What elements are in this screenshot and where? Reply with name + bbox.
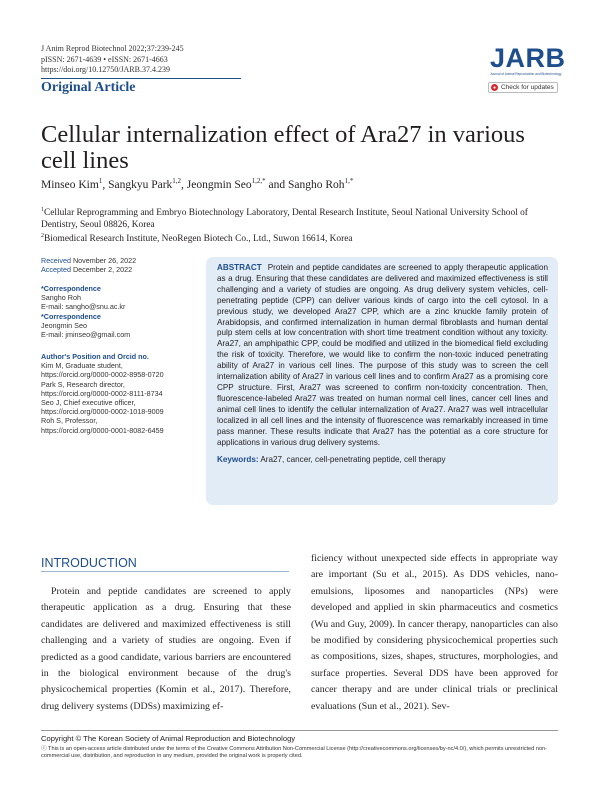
author-sup: 1,* (344, 177, 354, 185)
check-updates-label: Check for updates (501, 84, 554, 91)
introduction-heading: INTRODUCTION (41, 556, 137, 570)
correspondence-block (41, 284, 201, 339)
author-name: Sangho Roh (288, 178, 345, 191)
orcid-position: Seo J, Chief executive officer, (41, 398, 136, 408)
journal-citation: J Anim Reprod Biotechnol 2022;37:239-245 (41, 44, 184, 53)
orcid-heading: Author's Position and Orcid no. (41, 352, 149, 361)
orcid-position: Kim M, Graduate student, (41, 361, 123, 371)
affiliation-text: Biomedical Research Institute, NeoRegen Biotech Co., Ltd., Suwon 16614, Korea (44, 234, 353, 245)
introduction-column-2: ficiency without unexpected side effects in appropriate way are important (Su et al., 2015). As DDS vehicles, nano-emulsions, liposomes and nanoparticles (NPs) were developed and applied in skin pharmaceutics and cosmetics (Wu and Guy, 2009). In cancer therapy, nanoparticles can also be modified by considering physicochemical properties such as compositions, sizes, shapes, structures, morphologies, and surface properties. Several DDS have been approved for cancer therapy and are under clinical trials or preclinical evaluations (Sun et al., 2021). Sev- (311, 553, 558, 712)
correspondence-label: *Correspondence (41, 311, 101, 321)
orcid-position: Roh S, Professor, (41, 416, 98, 426)
check-for-updates-button[interactable] (488, 82, 558, 93)
author-sup: 1 (98, 177, 103, 185)
author-sep: , (181, 178, 187, 191)
author-name: Minseo Kim (41, 178, 99, 191)
abstract-body (217, 263, 548, 448)
journal-header (41, 44, 184, 76)
article-dates (41, 256, 201, 274)
accepted-label: Accepted (41, 265, 71, 275)
correspondence-email[interactable]: E-mail: sangho@snu.ac.kr (41, 302, 126, 312)
license-text-block (41, 746, 561, 760)
author-sep: and (265, 178, 289, 191)
affiliation-item (41, 231, 561, 246)
author-name: Jeongmin Seo (186, 178, 252, 191)
abstract-text: Protein and peptide candidates are screened to apply therapeutic application as a drug. Ensuring that these candidates are delivered and maximized effectiveness is still challenging and a variety of studies are ongoing. As drug delivery system vehicles, cell-penetrating peptide (CPP) can deliver various kinds of cargo into the cell cytosol. In a previous study, we developed Ara27 CPP, which are a zinc knuckle family protein of Arabidopsis, and confirmed internalization in human dermal fibroblasts and human dental pulp stem cells at low concentration with short time treatment condition without any toxicity. Ara27, an amphipathic CPP, could be modified and utilized in the biomedical field excluding the risk of toxicity. Therefore, we would like to confirm the non-toxic induced penetrating ability of Ara27 in various cell lines. The purpose of this study was to screen the cell internalization ability of Ara27 in various cell lines and to confirm Ara27 as a promising core CPP structure. First, Ara27 was screened to confirm non-toxicity concentration. Then, fluorescence-labeled Ara27 was treated on human normal cell lines, cancer cell lines and animal cell lines to identify the cellular internalization of Ara27. Ara27 was well intracellular localized in all cell lines and the intensity of fluorescence was remarkably increased in time pass manner. These results indicate that Ara27 has the potential as a core structure for applications in various drug delivery systems. (217, 263, 548, 447)
orcid-position: Park S, Research director, (41, 379, 125, 389)
orcid-link[interactable]: https://orcid.org/0000-0002-8111-8734 (41, 388, 163, 398)
creative-commons-icon: ⓒ (41, 746, 49, 752)
footer-divider (41, 730, 558, 731)
received-date (41, 256, 201, 265)
affiliation-sup: 2 (41, 233, 44, 240)
logo-text: JARB (490, 43, 566, 73)
header-divider (41, 78, 241, 79)
article-type: Original Article (41, 80, 136, 95)
keywords-text: Ara27, cancer, cell-penetrating peptide, cell therapy (260, 455, 446, 465)
author-list (41, 177, 353, 191)
accepted-date (41, 265, 201, 274)
author-sep: , (102, 178, 109, 191)
copyright-line: Copyright © The Korean Society of Animal Reproduction and Biotechnology (41, 734, 296, 743)
affiliations (41, 205, 561, 246)
affiliation-sup: 1 (41, 207, 44, 213)
logo-subtitle: Journal of Animal Reproduction and Biotechnology (490, 72, 562, 76)
received-label: Received (41, 256, 71, 265)
correspondence-label: *Correspondence (41, 284, 101, 293)
doi-link[interactable]: https://doi.org/10.12750/JARB.37.4.239 (41, 65, 170, 74)
accepted-value: December 2, 2022 (72, 265, 133, 275)
abstract-label: ABSTRACT (217, 263, 262, 272)
keywords (217, 455, 548, 466)
issn-line: pISSN: 2671-4639 • eISSN: 2671-4663 (41, 54, 168, 64)
orcid-link[interactable]: https://orcid.org/0000-0001-8082-6459 (41, 425, 164, 435)
check-updates-icon: ● (492, 84, 497, 91)
affiliation-item (41, 205, 561, 231)
introduction-divider (41, 571, 289, 572)
orcid-block (41, 352, 201, 435)
received-value: November 26, 2022 (72, 256, 137, 265)
author-sup: 1,2 (172, 177, 182, 185)
author-sup: 1,2,* (251, 177, 266, 185)
correspondence-name: Jeongmin Seo (41, 320, 87, 330)
correspondence-name: Sangho Roh (41, 293, 81, 303)
orcid-link[interactable]: https://orcid.org/0000-0002-8958-0720 (41, 370, 164, 380)
affiliation-text: Cellular Reprogramming and Embryo Biotechnology Laboratory, Dental Research Institute, Seoul National University School of Dentistry, Seoul 08826, Korea (41, 208, 528, 230)
article-title: Cellular internalization effect of Ara27 in various cell lines (41, 121, 525, 174)
journal-logo (490, 43, 566, 76)
license-text: This is an open-access article distributed under the terms of the Creative Commons Attribution Non-Commercial License (http://creativecommons.org/licenses/by-nc/4.0/), which permits unrestricted non-commercial use, distribution, and reproduction in any medium, provided the original work is properly cited. (41, 746, 548, 760)
orcid-link[interactable]: https://orcid.org/0000-0002-1018-9009 (41, 407, 164, 417)
introduction-column-1: Protein and peptide candidates are screened to apply therapeutic application as a drug. Ensuring that these candidates are delivered and maximized effectiveness is still challenging and a variety of studies are ongoing. Even if predicted as a good candidate, various barriers are encountered in the biological environment because of the drug's physicochemical properties (Komin et al., 2017). Therefore, drug delivery systems (DDSs) maximizing ef- (41, 586, 291, 712)
keywords-label: Keywords: (217, 455, 259, 465)
author-name: Sangkyu Park (108, 178, 173, 191)
abstract-box (206, 257, 558, 505)
correspondence-email[interactable]: E-mail: jminseo@gmail.com (41, 330, 131, 340)
